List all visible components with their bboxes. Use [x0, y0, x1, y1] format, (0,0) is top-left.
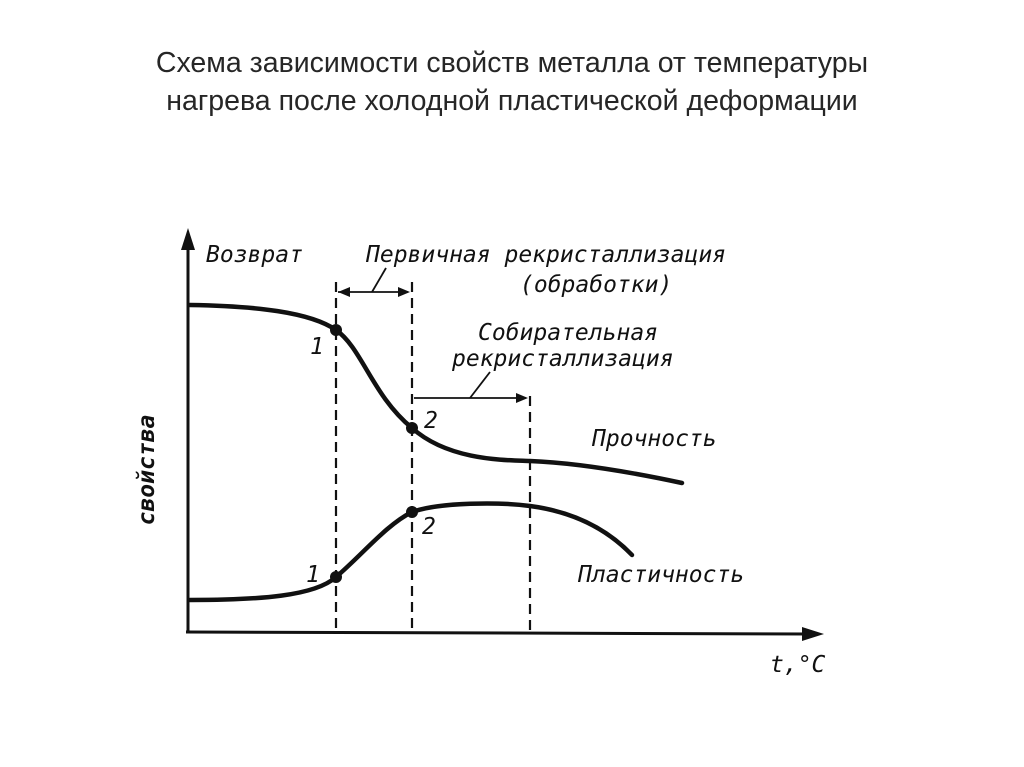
primary-leader: [372, 268, 386, 292]
primary-label-line-1: Первичная рекристаллизация: [366, 242, 727, 268]
y-axis-arrow-icon: [181, 228, 195, 250]
collective-leader: [470, 372, 490, 398]
strength-point-1-label: 1: [310, 334, 324, 360]
collective-interval: [414, 372, 528, 403]
plasticity-label: Пластичность: [578, 562, 745, 588]
collective-arrow-right-icon: [516, 393, 528, 403]
plasticity-point-2-label: 2: [422, 514, 436, 540]
y-axis-label: свойства: [134, 414, 160, 526]
strength-label: Прочность: [592, 426, 717, 452]
plasticity-curve: [190, 504, 632, 600]
primary-label-line-2: (обработки): [520, 272, 673, 298]
primary-arrow-left-icon: [338, 287, 350, 297]
plasticity-point-2: [406, 506, 418, 518]
x-axis-label: t,°C: [770, 652, 826, 678]
collective-label-line-2: рекристаллизация: [452, 346, 674, 372]
x-axis: [186, 632, 810, 634]
strength-point-2-label: 2: [424, 408, 438, 434]
primary-arrow-right-icon: [398, 287, 410, 297]
title-line-2: нагрева после холодной пластической деформации: [166, 85, 858, 117]
strength-point-1: [330, 324, 342, 336]
strength-point-2: [406, 422, 418, 434]
primary-interval: [338, 268, 410, 297]
title-line-1: Схема зависимости свойств металла от температуры: [155, 47, 869, 79]
collective-label-line-1: Собирательная: [478, 320, 659, 346]
x-axis-arrow-icon: [802, 627, 824, 641]
plasticity-point-1: [330, 571, 342, 583]
plasticity-point-1-label: 1: [306, 562, 320, 588]
recovery-label: Возврат: [206, 242, 303, 268]
